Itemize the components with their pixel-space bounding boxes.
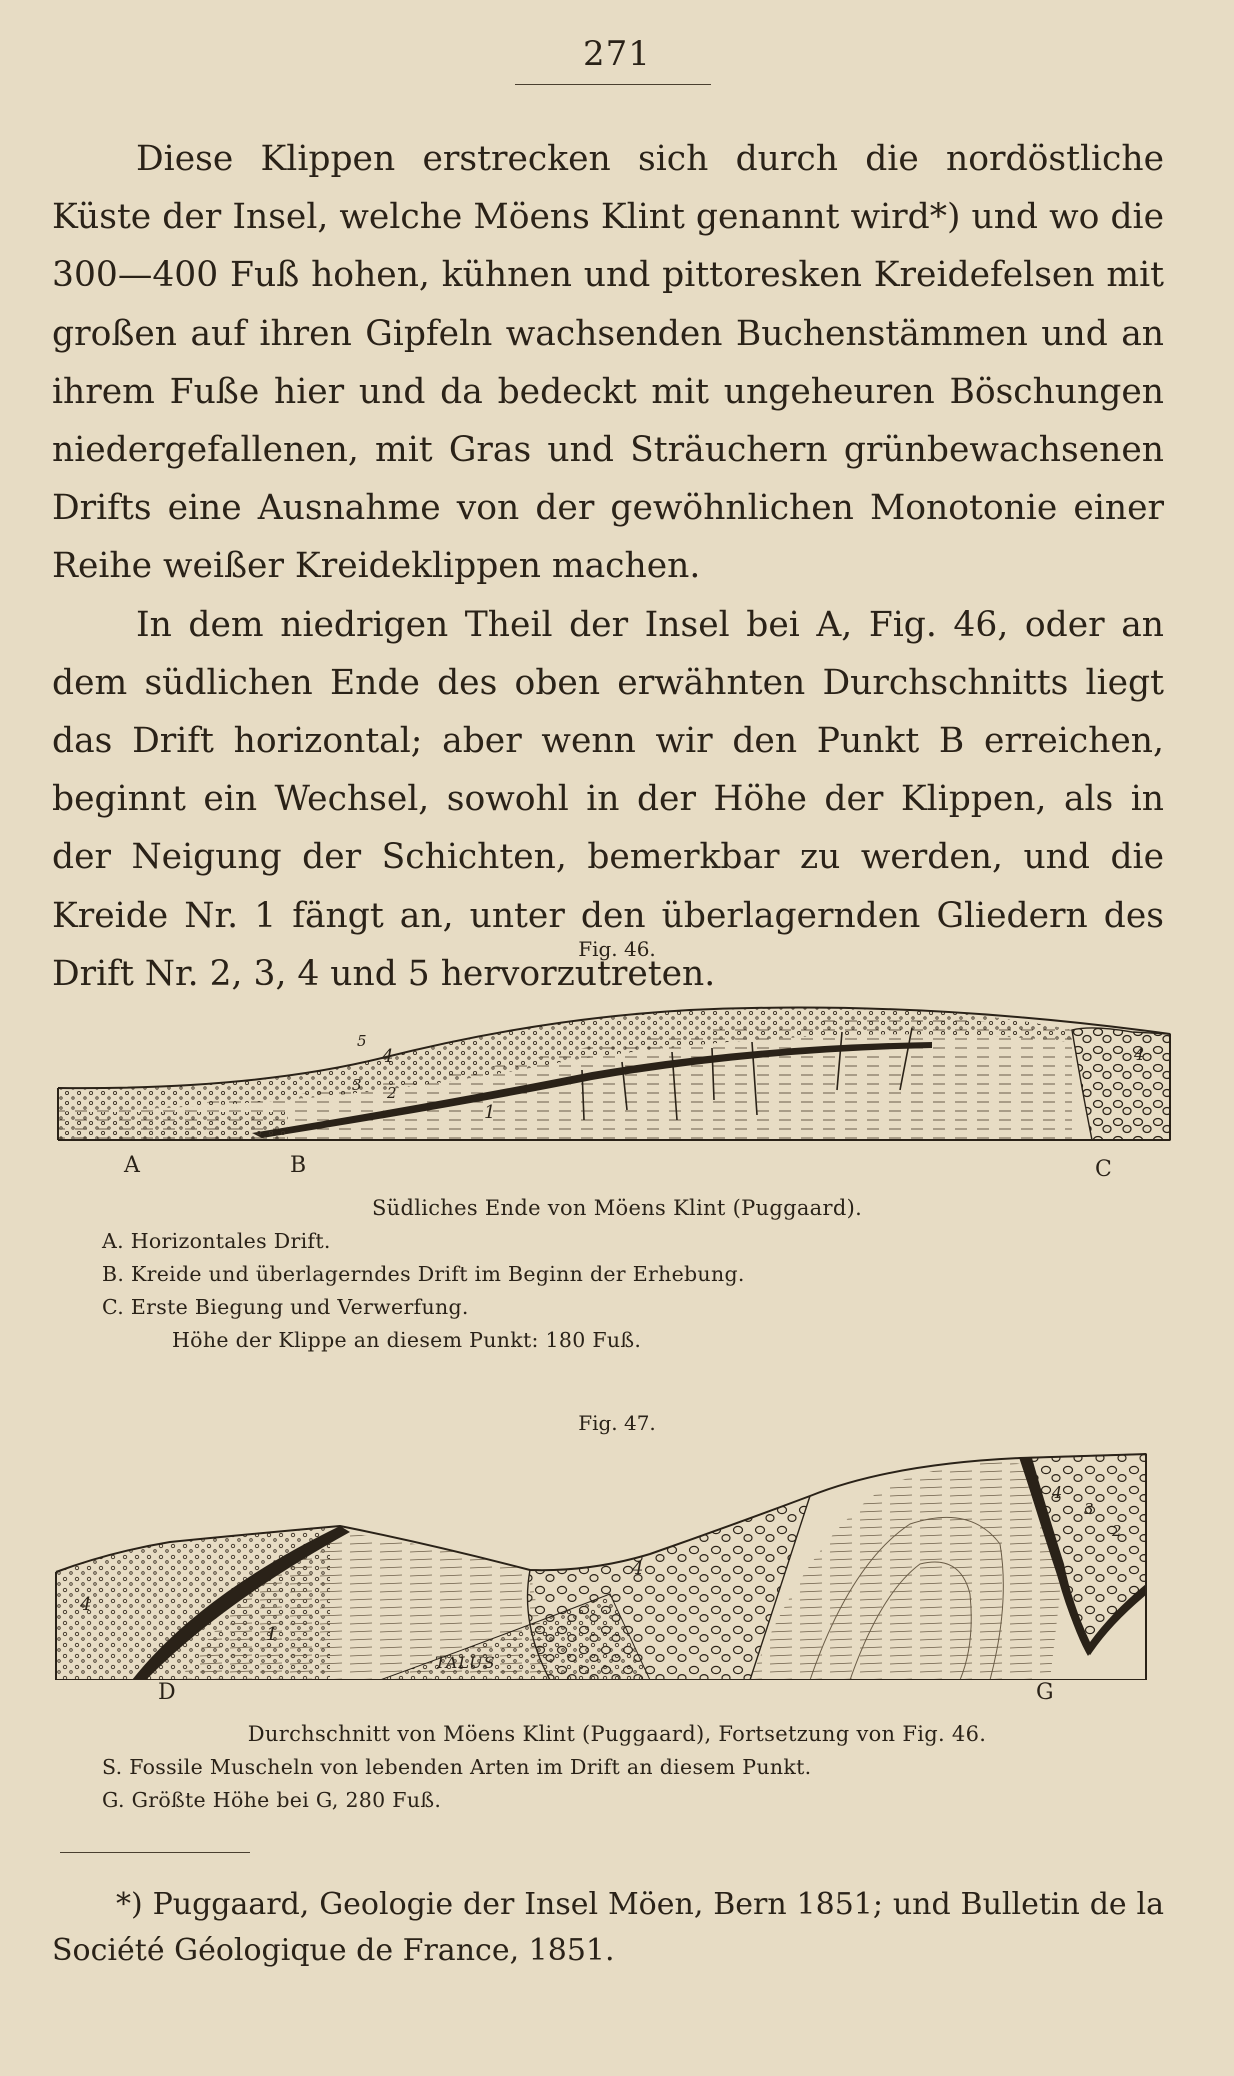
fig47-layer-label: 1: [266, 1624, 278, 1645]
fig47-layer-label: 4: [80, 1594, 92, 1615]
fig47-layer-label: 3: [1084, 1500, 1094, 1518]
fig46-point-c: C: [1095, 1157, 1112, 1182]
page-number: 271: [583, 34, 651, 74]
fig46-legend-c: C. Erste Biegung und Verwerfung.: [102, 1295, 469, 1319]
page-number-rule: [515, 84, 711, 85]
footnote: [52, 1882, 1164, 1974]
fig47-talus-label: TALUS: [435, 1653, 496, 1672]
fig47-cross-section: [50, 1444, 1150, 1680]
fig46-layer-label: 4: [1134, 1045, 1145, 1064]
footnote-rule: [60, 1852, 250, 1853]
fig46-layer-label: 5: [357, 1032, 367, 1050]
fig46-legend-height: Höhe der Klippe an diesem Punkt: 180 Fuß.: [172, 1328, 642, 1352]
fig47-folded-chalk: [750, 1462, 1063, 1680]
fig46-horizontal-drift: [58, 1112, 288, 1140]
footnote-text: *) Puggaard, Geologie der Insel Möen, Bern 1851; und Bulletin de la Société Géologique de France, 1851.: [52, 1887, 1164, 1968]
fig46-title: Fig. 46.: [578, 937, 656, 961]
fig47-point-g: G: [1036, 1680, 1054, 1705]
paragraph-1: Diese Klippen erstrecken sich durch die nordöstliche Küste der Insel, welche Möens Klint genannt wird*) und wo die 300—400 Fuß hohen, kühnen und pittoresken Kreidefelsen mit großen auf ihren Gipfeln wachsenden Buchenstämmen und an ihrem Fuße hier und da bedeckt mit ungeheuren Böschungen niedergefallenen, mit Gras und Sträuchern grünbewachsenen Drifts eine Ausnahme von der gewöhnlichen Monotonie einer Reihe weißer Kreideklippen machen.: [52, 139, 1164, 587]
fig46-layer-label: 2: [387, 1084, 397, 1102]
fig47-point-d: D: [158, 1680, 176, 1705]
fig46-legend-b: B. Kreide und überlagerndes Drift im Beginn der Erhebung.: [102, 1262, 745, 1286]
fig47-layer-label: 2: [1112, 1522, 1122, 1540]
paragraph-2: In dem niedrigen Theil der Insel bei A, Fig. 46, oder an dem südlichen Ende des oben erwähnten Durchschnitts liegt das Drift horizontal; aber wenn wir den Punkt B erreichen, beginnt ein Wechsel, sowohl in der Höhe der Klippen, als in der Neigung der Schichten, bemerkbar zu werden, und die Kreide Nr. 1 fängt an, unter den überlagernden Gliedern des Drift Nr. 2, 3, 4 und 5 hervorzutreten.: [52, 604, 1164, 994]
fig47-caption: Durchschnitt von Möens Klint (Puggaard), Fortsetzung von Fig. 46.: [247, 1722, 987, 1746]
fig47-legend-g: G. Größte Höhe bei G, 280 Fuß.: [102, 1788, 442, 1812]
fig46-point-b: B: [290, 1153, 307, 1178]
fig46-caption: Südliches Ende von Möens Klint (Puggaard).: [371, 1196, 863, 1220]
fig47-layer-label: 4: [632, 1558, 644, 1579]
fig46-layer-label: 1: [484, 1102, 496, 1123]
fig47-legend-s: S. Fossile Muscheln von lebenden Arten im Drift an diesem Punkt.: [102, 1755, 812, 1779]
fig46-fault-zone-c: [1072, 1028, 1170, 1140]
fig47-title: Fig. 47.: [578, 1411, 656, 1435]
fig47-layer-label: 4: [1052, 1483, 1063, 1502]
fig46-point-a: A: [124, 1153, 140, 1178]
fig46-legend-a: A. Horizontales Drift.: [102, 1229, 331, 1253]
fig46-layer-label: 3: [352, 1076, 362, 1094]
body-text: [52, 130, 1164, 1003]
fig46-cross-section: [52, 990, 1172, 1160]
fig46-layer-label: 4: [382, 1046, 394, 1067]
